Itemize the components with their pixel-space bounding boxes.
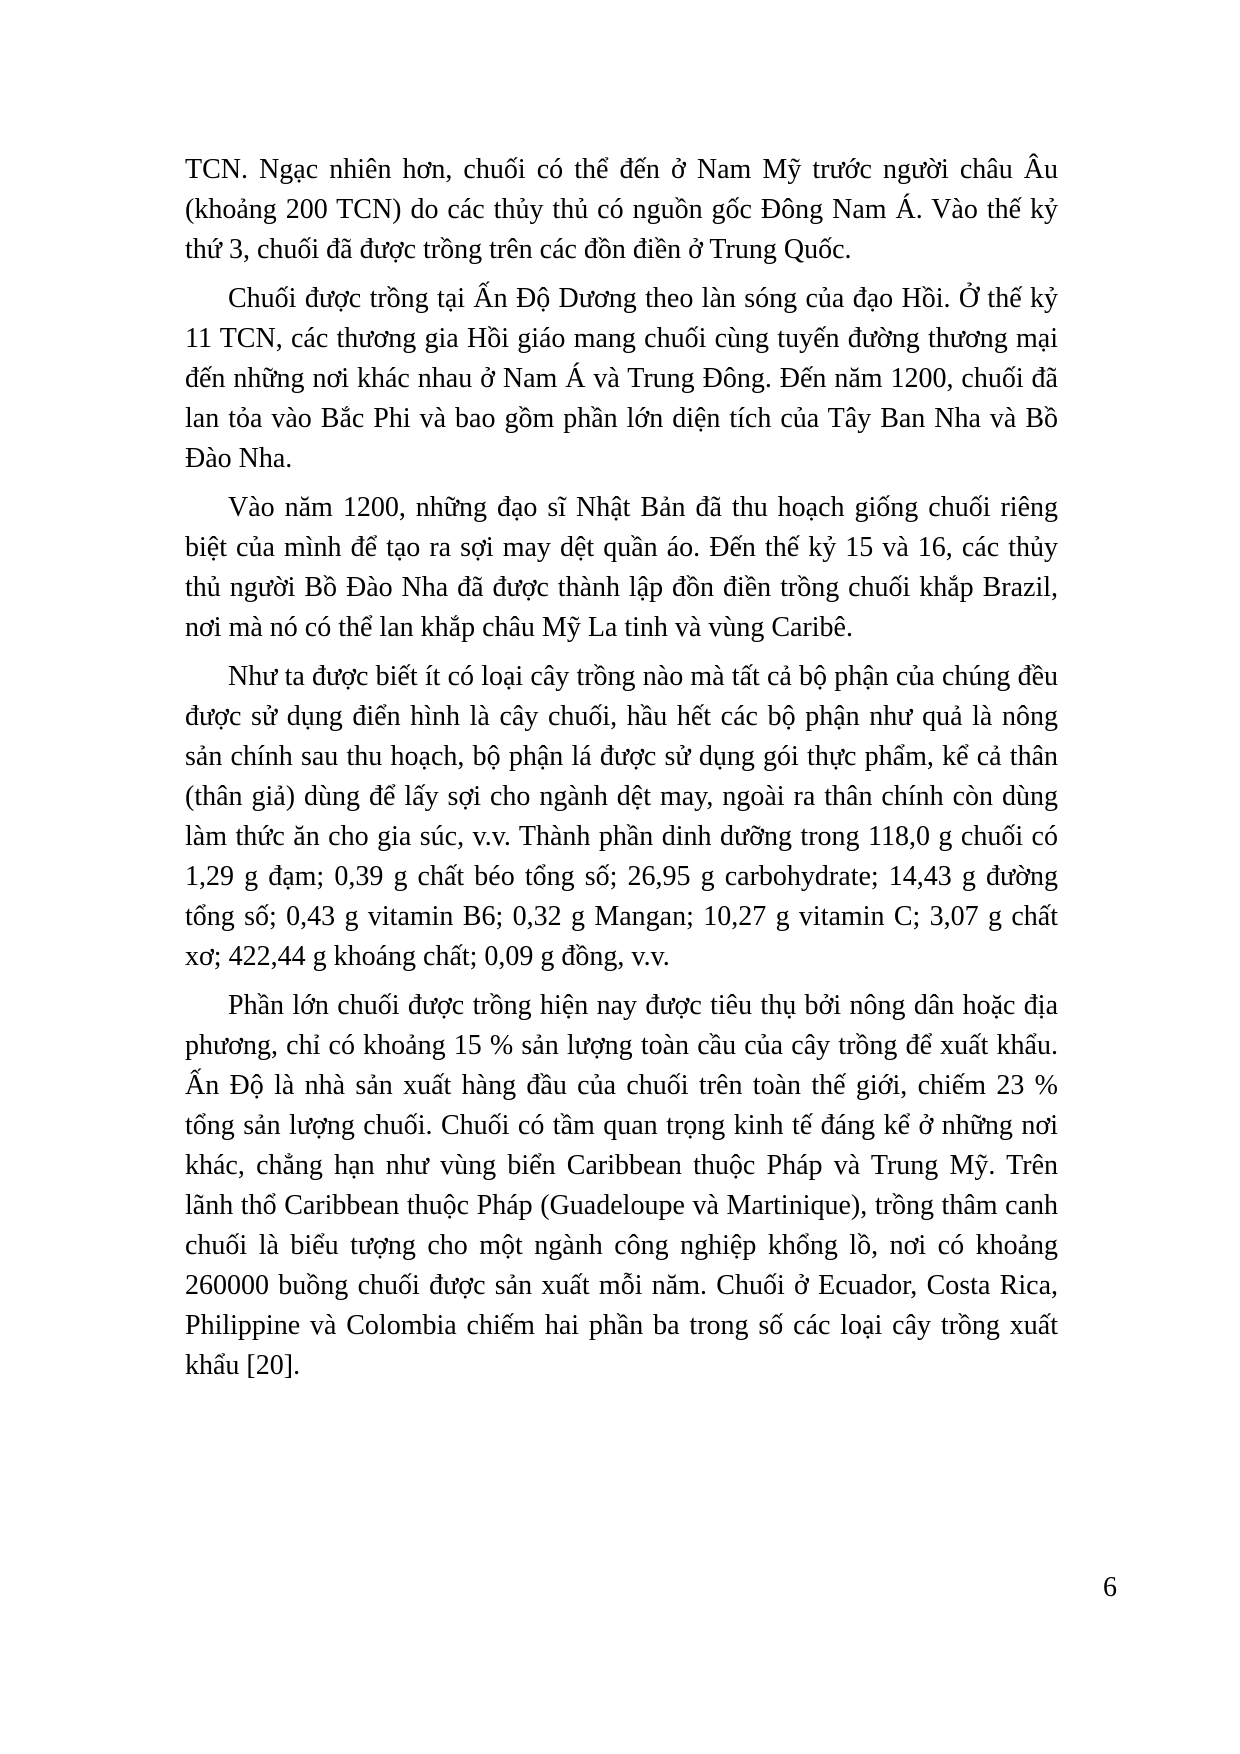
paragraph-japan-portugal-plantations: Vào năm 1200, những đạo sĩ Nhật Bản đã thu hoạch giống chuối riêng biệt của mình để tạo ra sợi may dệt quần áo. Đến thế kỷ 15 và 16, các thủy thủ người Bồ Đào Nha đã được thành lập đồn điền trồng chuối khắp Brazil, nơi mà nó có thể lan khắp châu Mỹ La tinh và vùng Caribê. bbox=[185, 492, 1058, 643]
paragraph-indian-ocean-spread: Chuối được trồng tại Ấn Độ Dương theo làn sóng của đạo Hồi. Ở thế kỷ 11 TCN, các thương gia Hồi giáo mang chuối cùng tuyến đường thương mại đến những nơi khác nhau ở Nam Á và Trung Đông. Đến năm 1200, chuối đã lan tỏa vào Bắc Phi và bao gồm phần lớn diện tích của Tây Ban Nha và Bồ Đào Nha. bbox=[185, 283, 1058, 474]
paragraph-banana-history-continuation: TCN. Ngạc nhiên hơn, chuối có thể đến ở Nam Mỹ trước người châu Âu (khoảng 200 TCN) do các thủy thủ có nguồn gốc Đông Nam Á. Vào thế kỷ thứ 3, chuối đã được trồng trên các đồn điền ở Trung Quốc. bbox=[185, 154, 1058, 265]
paragraph-production-economics: Phần lớn chuối được trồng hiện nay được tiêu thụ bởi nông dân hoặc địa phương, chỉ có khoảng 15 % sản lượng toàn cầu của cây trồng để xuất khẩu. Ấn Độ là nhà sản xuất hàng đầu của chuối trên toàn thế giới, chiếm 23 % tổng sản lượng chuối. Chuối có tầm quan trọng kinh tế đáng kể ở những nơi khác, chẳng hạn như vùng biển Caribbean thuộc Pháp và Trung Mỹ. Trên lãnh thổ Caribbean thuộc Pháp (Guadeloupe và Martinique), trồng thâm canh chuối là biểu tượng cho một ngành công nghiệp khổng lồ, nơi có khoảng 260000 buồng chuối được sản xuất mỗi năm. Chuối ở Ecuador, Costa Rica, Philippine và Colombia chiếm hai phần ba trong số các loại cây trồng xuất khẩu [20]. bbox=[185, 990, 1058, 1381]
paragraph-banana-uses-nutrition: Như ta được biết ít có loại cây trồng nào mà tất cả bộ phận của chúng đều được sử dụng điển hình là cây chuối, hầu hết các bộ phận như quả là nông sản chính sau thu hoạch, bộ phận lá được sử dụng gói thực phẩm, kể cả thân (thân giả) dùng để lấy sợi cho ngành dệt may, ngoài ra thân chính còn dùng làm thức ăn cho gia súc, v.v. Thành phần dinh dưỡng trong 118,0 g chuối có 1,29 g đạm; 0,39 g chất béo tổng số; 26,95 g carbohydrate; 14,43 g đường tổng số; 0,43 g vitamin B6; 0,32 g Mangan; 10,27 g vitamin C; 3,07 g chất xơ; 422,44 g khoáng chất; 0,09 g đồng, v.v. bbox=[185, 661, 1058, 972]
page-number: 6 bbox=[1103, 1572, 1117, 1603]
document-text-block bbox=[185, 150, 1058, 1395]
